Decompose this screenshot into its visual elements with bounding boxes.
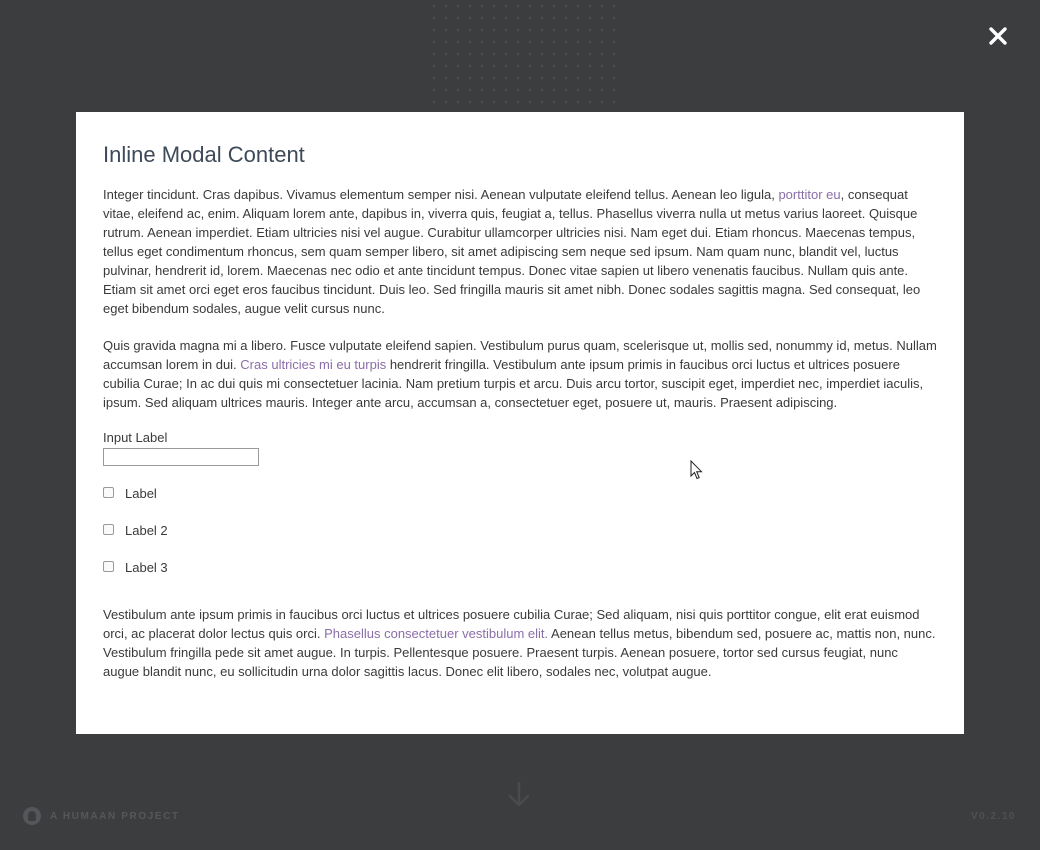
paragraph-text: Vestibulum ante ipsum primis in faucibus orci luctus et ultrices posuere cubilia Curae; Sed aliquam, nisi quis porttitor congue, elit erat euismod orci, ac placerat dolor lectus quis orci. [103,607,920,641]
background-dot-pattern [428,0,618,110]
footer-brand-text: A HUMAAN PROJECT [50,810,180,822]
scroll-down-button[interactable] [505,780,533,810]
checkbox[interactable] [103,487,114,498]
modal-dialog [76,112,964,734]
checkbox-label: Label [125,486,157,501]
close-button[interactable] [984,22,1012,50]
inline-link-phasellus[interactable]: Phasellus consectetuer vestibulum elit. [324,626,549,641]
checkbox-label: Label 2 [125,523,168,538]
modal-paragraph-1 [103,185,937,318]
checkbox-row-3[interactable] [103,558,937,577]
checkbox-row-1[interactable] [103,484,937,503]
checkbox[interactable] [103,561,114,572]
checkbox-row-2[interactable] [103,521,937,540]
text-input-field[interactable] [103,448,259,466]
close-icon [984,22,1012,50]
paragraph-text: , consequat vitae, eleifend ac, enim. Aliquam lorem ante, dapibus in, viverra quis, feugiat a, tellus. Phasellus viverra nulla ut metus varius laoreet. Quisque rutrum. Aenean imperdiet. Etiam ultricies nisi vel augue. Curabitur ullamcorper ultricies nisi. Nam eget dui. Etiam rhoncus. Maecenas tempus, tellus eget condimentum rhoncus, sem quam semper libero, sit amet adipiscing sem neque sed ipsum. Nam quam nunc, blandit vel, luctus pulvinar, hendrerit id, lorem. Maecenas nec odio et ante tincidunt tempus. Donec vitae sapien ut libero venenatis faucibus. Nullam quis ante. Etiam sit amet orci eget eros faucibus tincidunt. Duis leo. Sed fringilla mauris sit amet nibh. Donec sodales sagittis magna. Sed consequat, leo eget bibendum sodales, augue velit cursus nunc. [103,187,921,316]
inline-link-porttitor[interactable]: porttitor eu [778,187,841,202]
footer-brand-link[interactable] [23,807,180,825]
paragraph-text: Integer tincidunt. Cras dapibus. Vivamus elementum semper nisi. Aenean vulputate eleifend tellus. Aenean leo ligula, [103,187,779,202]
paragraph-text: Quis gravida magna mi a libero. Fusce vulputate eleifend sapien. Vestibulum purus quam, scelerisque ut, mollis sed, nonummy id, metus. Nullam accumsan lorem in dui. [103,338,937,372]
paragraph-text: Aenean tellus metus, bibendum sed, posuere ac, mattis non, nunc. Vestibulum fringilla pede sit amet augue. In turpis. Pellentesque posuere. Praesent turpis. Aenean posuere, tortor sed cursus feugiat, nunc augue blandit nunc, eu sollicitudin urna dolor sagittis lacus. Donec elit libero, sodales nec, volutpat augue. [103,626,936,679]
inline-link-cras-ultricies[interactable]: Cras ultricies mi eu turpis [240,357,387,372]
arrow-down-icon [505,780,533,810]
checkbox[interactable] [103,524,114,535]
input-label: Input Label [103,430,168,445]
modal-paragraph-3 [103,605,937,681]
modal-paragraph-2 [103,336,937,412]
humaan-logo-icon [23,807,41,825]
mouse-cursor-icon [690,460,704,480]
version-label: V0.2.10 [971,811,1016,822]
paragraph-text: hendrerit fringilla. Vestibulum ante ipsum primis in faucibus orci luctus et ultrices posuere cubilia Curae; In ac dui quis mi consectetuer lacinia. Nam pretium turpis et arcu. Duis arcu tortor, suscipit eget, imperdiet nec, imperdiet iaculis, ipsum. Sed aliquam ultrices mauris. Integer ante arcu, accumsan a, consectetuer eget, posuere ut, mauris. Praesent adipiscing. [103,357,924,410]
modal-title: Inline Modal Content [103,142,305,167]
checkbox-label: Label 3 [125,560,168,575]
